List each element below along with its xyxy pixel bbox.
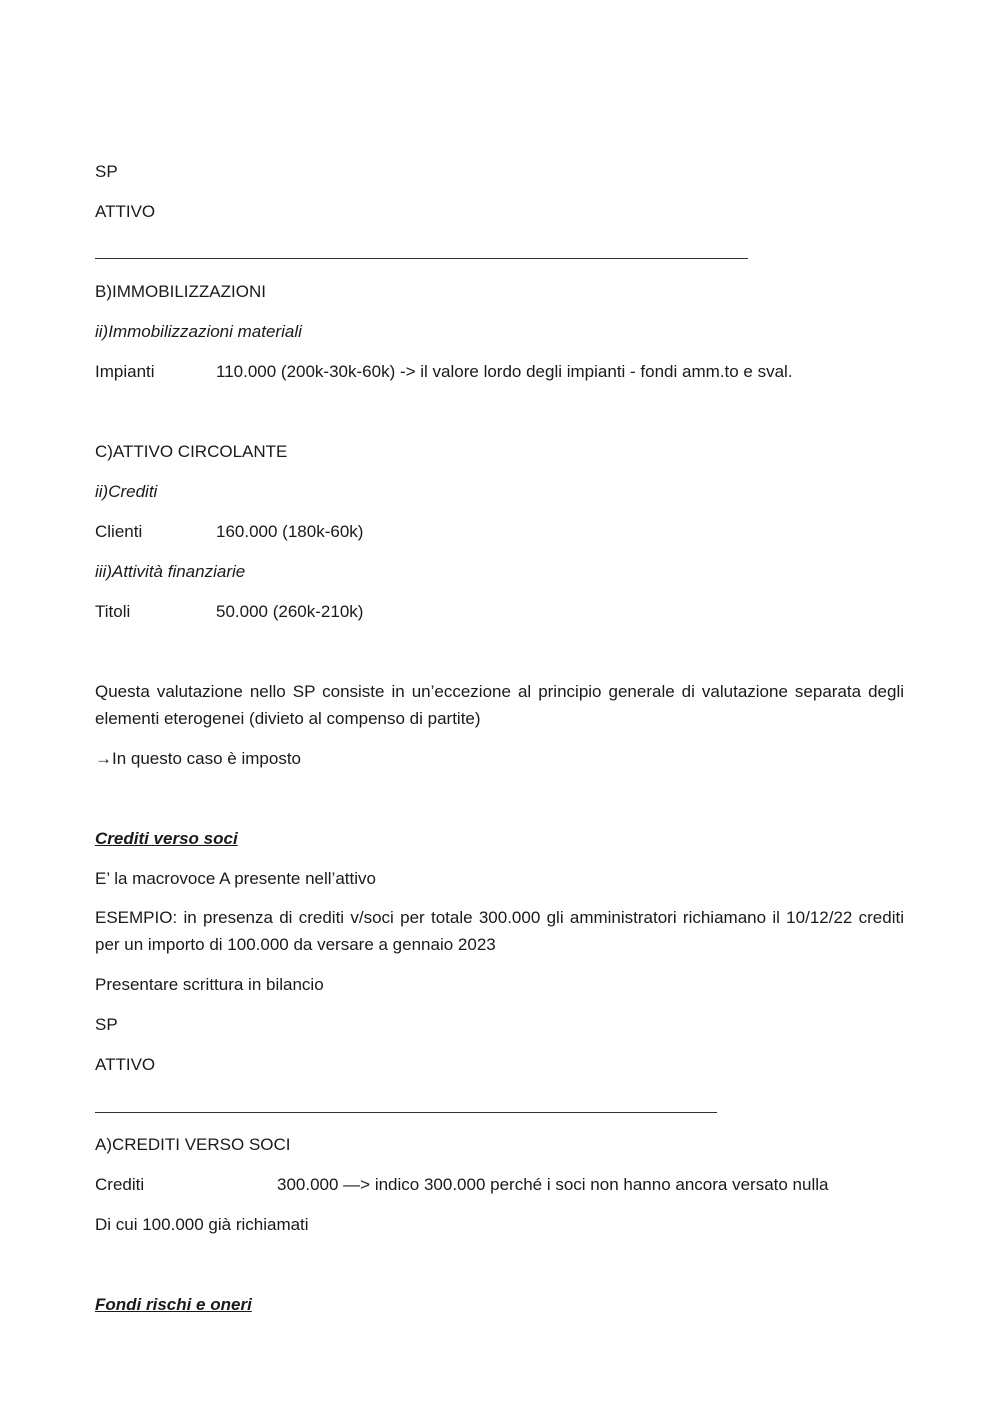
sp-label-1: SP [95, 162, 118, 181]
richiamati-text: Di cui 100.000 già richiamati [95, 1215, 309, 1234]
valutazione-paragraph: Questa valutazione nello SP consiste in un’eccezione al principio generale di valutazione separata degli elementi eterogenei (divieto al compenso di partite) [95, 682, 904, 728]
attivo-label-1: ATTIVO [95, 202, 156, 221]
crediti-intro: E’ la macrovoce A presente nell’attivo [95, 869, 376, 888]
crediti-label: Crediti [95, 1175, 145, 1194]
titoli-value: 50.000 (260k-210k) [216, 602, 364, 621]
attivo-label-2: ATTIVO [95, 1055, 156, 1074]
section-a-title: A)CREDITI VERSO SOCI [95, 1135, 291, 1154]
impianti-label: Impianti [95, 362, 155, 381]
section-b-subtitle: ii)Immobilizzazioni materiali [95, 322, 302, 341]
section-c-subtitle-attivita: iii)Attività finanziarie [95, 562, 246, 581]
crediti-verso-soci-heading: Crediti verso soci [95, 829, 238, 848]
arrow-note: →In questo caso è imposto [95, 749, 302, 768]
clienti-value: 160.000 (180k-60k) [216, 522, 364, 541]
section-c-subtitle-crediti: ii)Crediti [95, 482, 158, 501]
esempio-paragraph: ESEMPIO: in presenza di crediti v/soci per totale 300.000 gli amministratori richiamano il 10/12/22 crediti per un importo di 100.000 da versare a gennaio 2023 [95, 908, 904, 954]
impianti-value: 110.000 (200k-30k-60k) -> il valore lordo degli impianti - fondi amm.to e sval. [216, 362, 793, 381]
task-text: Presentare scrittura in bilancio [95, 975, 324, 994]
clienti-label: Clienti [95, 522, 143, 541]
section-b-title: B)IMMOBILIZZAZIONI [95, 282, 266, 301]
sp-label-2: SP [95, 1015, 118, 1034]
titoli-label: Titoli [95, 602, 131, 621]
crediti-value: 300.000 —> indico 300.000 perché i soci non hanno ancora versato nulla [277, 1175, 829, 1194]
divider-2 [95, 1112, 717, 1113]
fondi-rischi-heading: Fondi rischi e oneri [95, 1295, 252, 1314]
divider-1 [95, 258, 748, 259]
section-c-title: C)ATTIVO CIRCOLANTE [95, 442, 288, 461]
